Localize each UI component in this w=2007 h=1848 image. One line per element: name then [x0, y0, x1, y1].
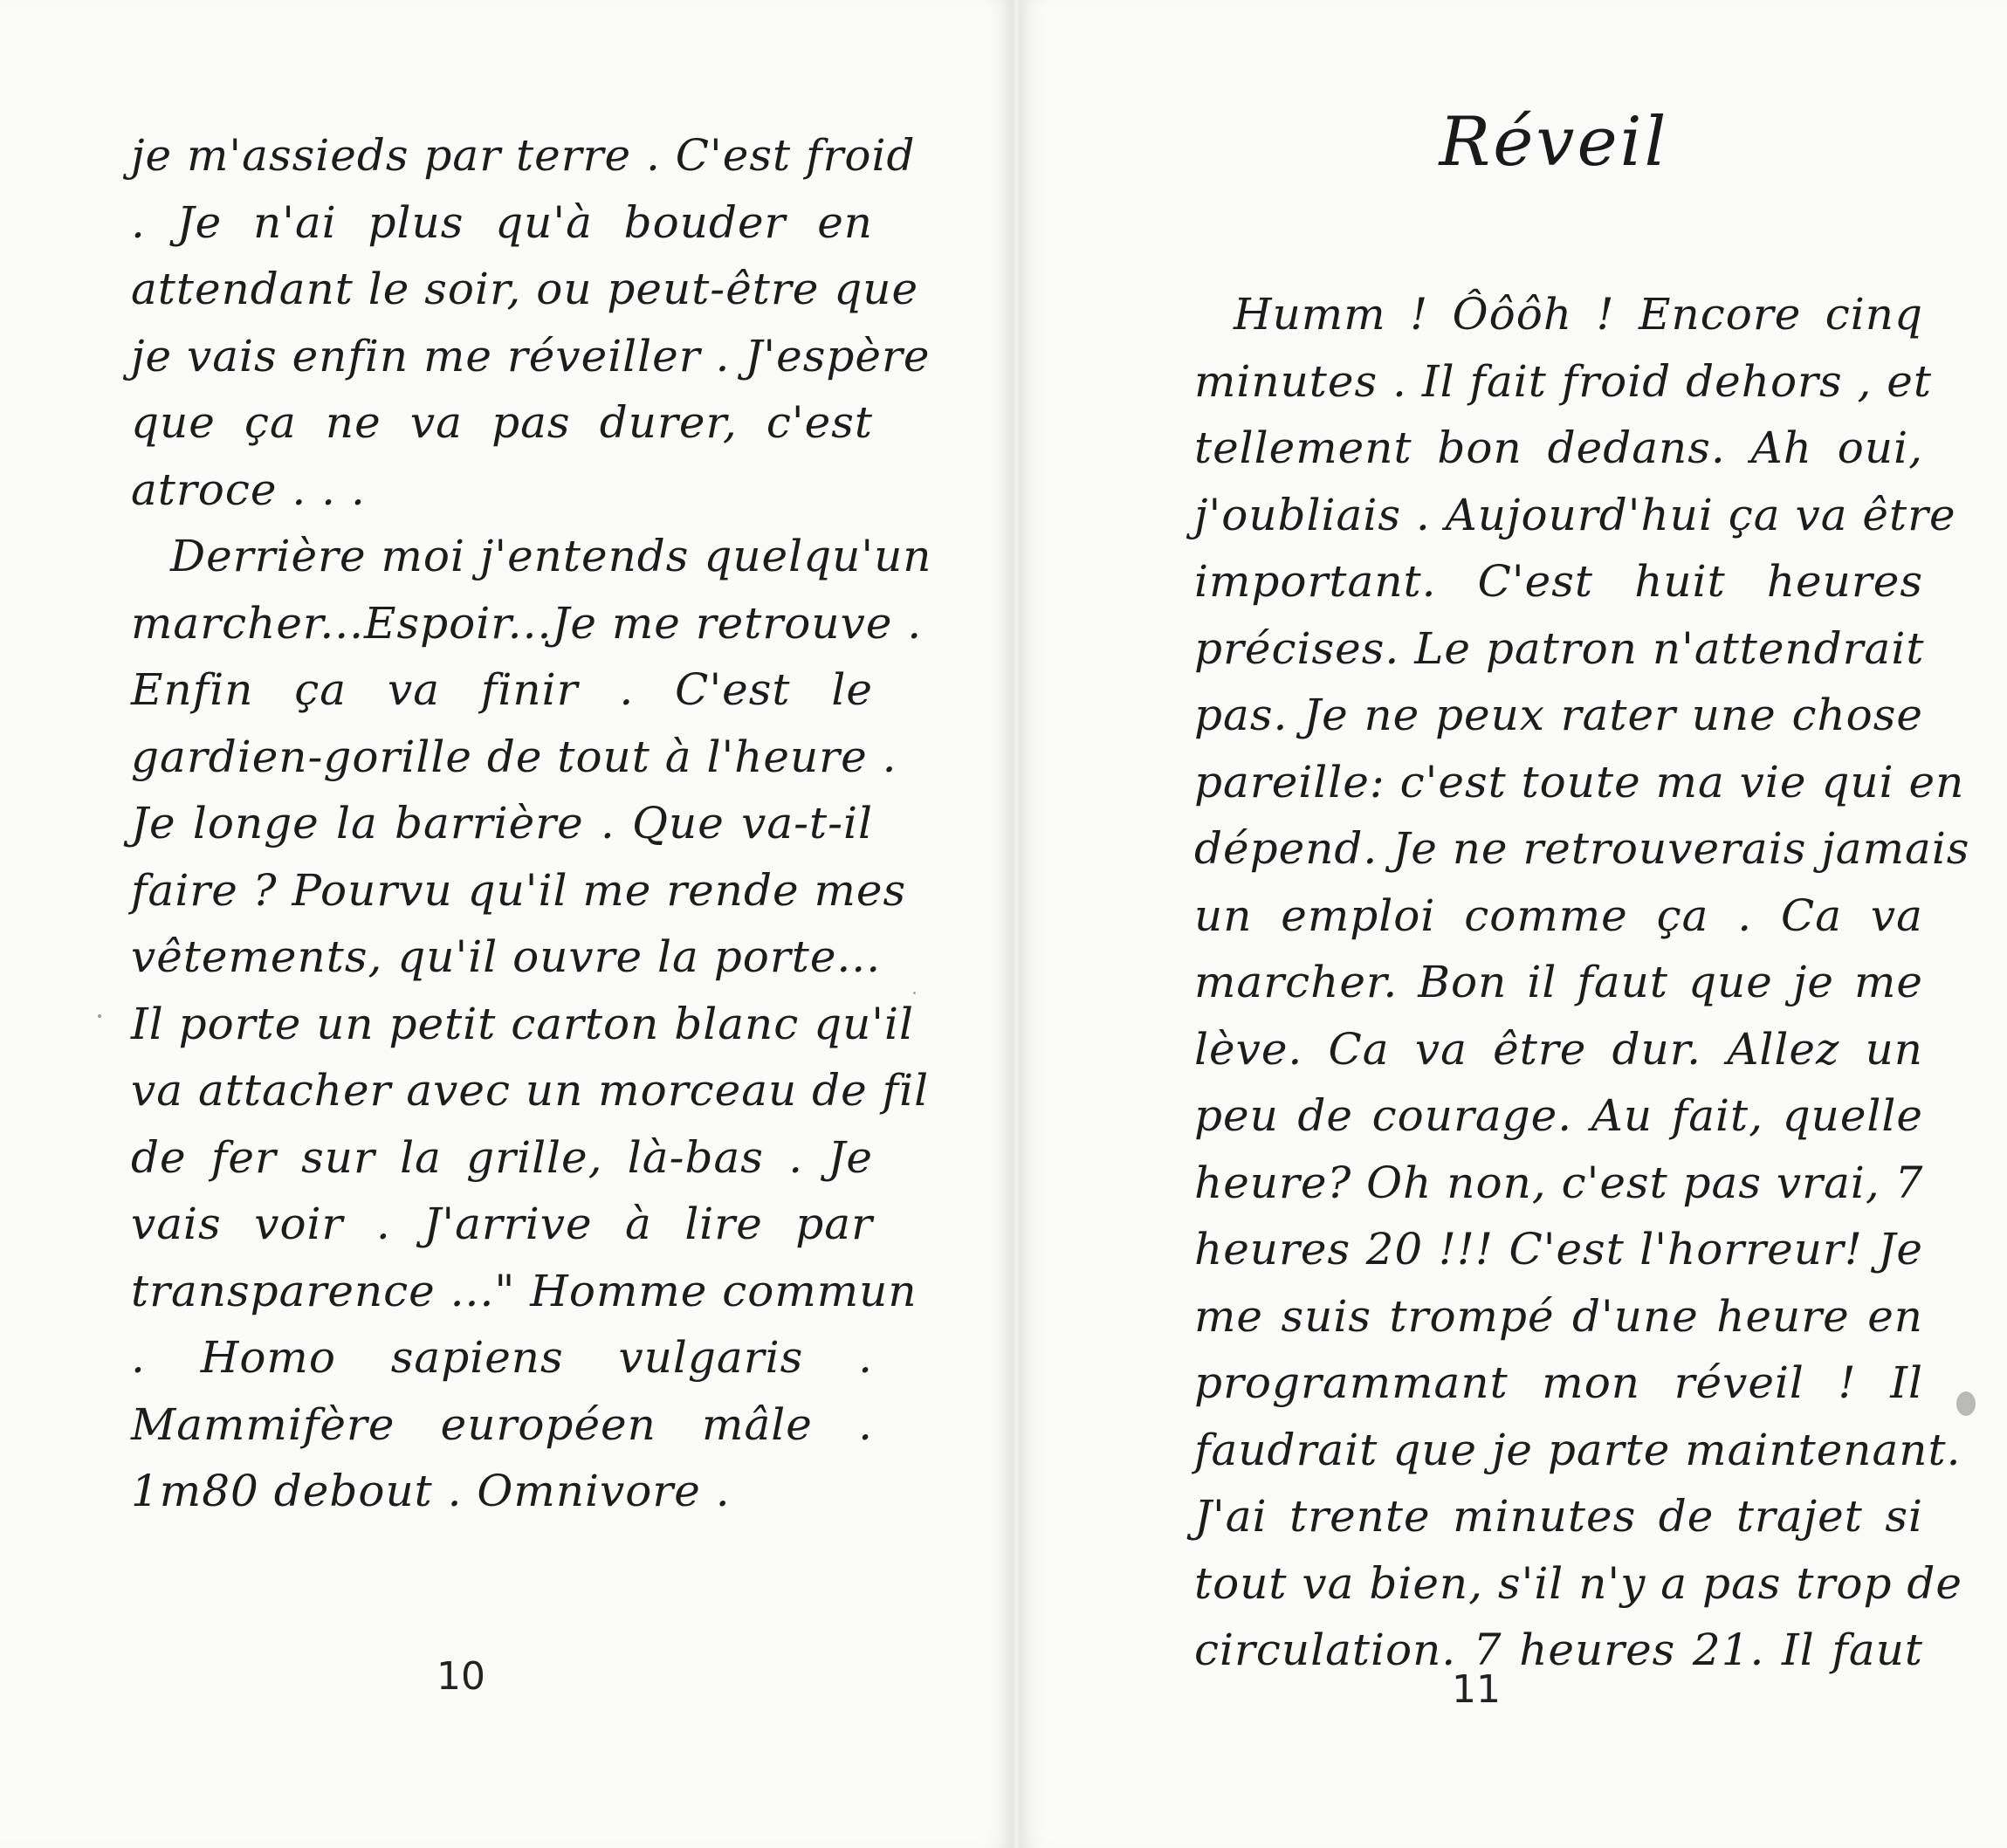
- text-line: marcher. Bon il faut que je me: [1194, 957, 1923, 1007]
- text-line: de fer sur la grille, là-bas . Je: [131, 1131, 873, 1183]
- text-line: heures 20 !!! C'est l'horreur! Je: [1194, 1224, 1923, 1274]
- text-line: . Je n'ai plus qu'à bouder en: [131, 196, 873, 248]
- text-line: tout va bien, s'il n'y a pas trop de: [1194, 1557, 1962, 1609]
- text-line: lève. Ca va être dur. Allez un: [1194, 1023, 1923, 1075]
- text-line: marcher...Espoir...Je me retrouve .: [131, 597, 923, 649]
- text-line: que ça ne va pas durer, c'est: [131, 397, 873, 448]
- text-line: circulation. 7 heures 21. Il faut: [1194, 1625, 1923, 1675]
- text-line: pareille: c'est toute ma vie qui en: [1194, 756, 1965, 807]
- text-line: heure? Oh non, c'est pas vrai, 7: [1194, 1157, 1924, 1208]
- text-line: vais voir . J'arrive à lire par: [131, 1199, 873, 1249]
- text-line: tellement bon dedans. Ah oui,: [1194, 422, 1923, 473]
- text-line: vêtements, qu'il ouvre la porte...: [131, 931, 882, 982]
- text-line: me suis trompé d'une heure en: [1194, 1290, 1923, 1342]
- text-line: je vais enfin me réveiller . J'espère: [131, 330, 931, 381]
- text-line: précises. Le patron n'attendrait: [1194, 622, 1925, 674]
- right-page-text: [1194, 281, 1970, 1684]
- paper-speck: [913, 992, 916, 994]
- text-line: important. C'est huit heures: [1194, 556, 1923, 607]
- text-line: J'ai trente minutes de trajet si: [1194, 1491, 1923, 1542]
- text-line: attendant le soir, ou peut-être que: [131, 264, 919, 314]
- text-line: faudrait que je parte maintenant.: [1194, 1424, 1962, 1475]
- text-line: Derrière moi j'entends quelqu'un: [170, 531, 932, 581]
- text-line: programmant mon réveil ! Il: [1194, 1357, 1923, 1408]
- text-line: dépend. Je ne retrouverais jamais: [1194, 823, 1970, 874]
- paper-speck: [98, 1014, 101, 1018]
- text-line: pas. Je ne peux rater une chose: [1194, 690, 1923, 740]
- text-line: faire ? Pourvu qu'il me rende mes: [131, 864, 907, 916]
- text-line: je m'assieds par terre . C'est froid: [131, 130, 916, 181]
- text-line: Enfin ça va finir . C'est le: [131, 664, 873, 715]
- text-line: peu de courage. Au fait, quelle: [1194, 1090, 1923, 1141]
- text-line: gardien-gorille de tout à l'heure .: [131, 731, 897, 782]
- text-line: transparence ..." Homme commun: [131, 1265, 918, 1316]
- text-line: Mammifère européen mâle .: [131, 1398, 873, 1450]
- book-gutter: [1011, 0, 1021, 1848]
- page-number: 11: [1452, 1667, 1501, 1712]
- text-line: atroce . . .: [131, 464, 366, 515]
- text-line: j'oubliais . Aujourd'hui ça va être: [1194, 489, 1956, 540]
- text-line: . Homo sapiens vulgaris .: [131, 1332, 873, 1383]
- text-line: minutes . Il fait froid dehors , et: [1194, 355, 1932, 407]
- text-line: Je longe la barrière . Que va-t-il: [131, 798, 873, 848]
- text-line: Humm ! Ôôôh ! Encore cinq: [1234, 289, 1923, 340]
- left-page-text: [131, 122, 932, 1525]
- page-number: 10: [436, 1654, 485, 1699]
- text-line: va attacher avec un morceau de fil: [131, 1065, 930, 1116]
- text-line: un emploi comme ça . Ca va: [1194, 890, 1923, 941]
- text-line: Il porte un petit carton blanc qu'il: [131, 998, 915, 1049]
- text-line: 1m80 debout . Omnivore .: [131, 1466, 731, 1516]
- chapter-title: Réveil: [1439, 103, 1669, 182]
- paper-speck: [1956, 1391, 1976, 1416]
